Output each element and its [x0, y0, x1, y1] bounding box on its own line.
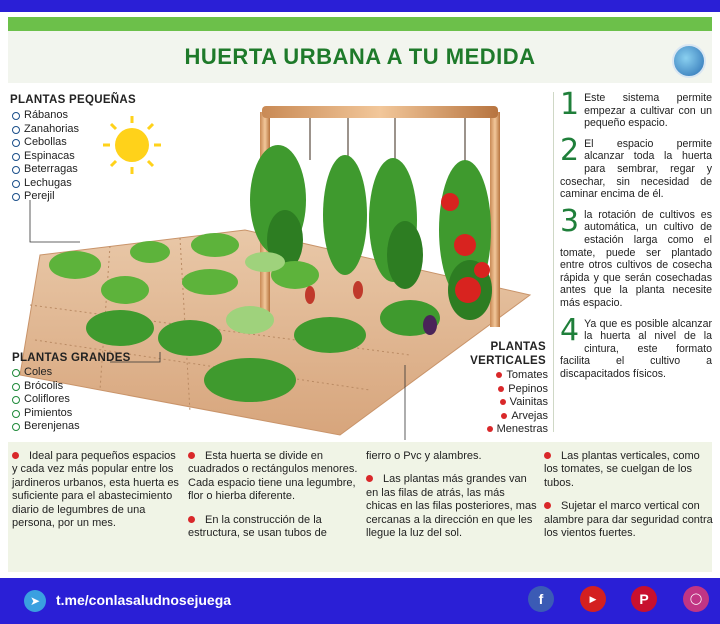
pinterest-icon[interactable]: P	[631, 586, 657, 612]
green-accent-bar	[8, 17, 712, 31]
steps-panel	[560, 87, 712, 388]
note: Las plantas más grandes van en las filas de atrás, las más chicas en las filas posteriores, mas cercanas a la dirección en que les llegue la luz del sol.	[366, 473, 537, 540]
list-item: Tomates	[470, 369, 548, 383]
list-item: Berenjenas	[12, 420, 80, 434]
divider	[553, 92, 554, 432]
notes-column-4	[544, 450, 714, 550]
bullet-icon	[544, 452, 551, 459]
step-number: 2	[560, 132, 580, 168]
list-item: Espinacas	[12, 150, 79, 164]
list-item: Cebollas	[12, 136, 79, 150]
page-title: HUERTA URBANA A TU MEDIDA	[184, 44, 536, 69]
bullet-icon	[188, 516, 195, 523]
garden-illustration	[10, 90, 550, 440]
step-text: la rotación de cultivos es automática, un cultivo de estación larga como el tomate, puede ser plantado entre otros cultivos de cosecha rápida y que serán cosechadas antes que la planta necesite más espacio.	[560, 208, 712, 309]
list-item: Perejil	[12, 190, 79, 204]
step-number: 4	[560, 312, 580, 348]
notes-column-3	[366, 450, 538, 550]
telegram-link[interactable]: t.me/conlasaludnosejuega	[56, 592, 232, 608]
list-item: Rábanos	[12, 109, 79, 123]
list-item: Coliflores	[12, 393, 80, 407]
note-continuation: fierro o Pvc y alambres.	[366, 450, 482, 462]
step-text: Este sistema permite empezar a cultivar con un pequeño espacio.	[584, 92, 712, 130]
vertical-plants-title	[466, 340, 546, 368]
vertical-plants-list	[470, 369, 548, 437]
globe-logo-icon	[672, 44, 706, 78]
list-item: Brócolis	[12, 380, 80, 394]
notes-column-2	[188, 450, 360, 550]
bullet-icon	[366, 475, 373, 482]
note: Esta huerta se divide en cuadrados o rectángulos menores. Cada espacio tiene una legumbre, flor o hierba diferente.	[188, 450, 358, 503]
big-plants-list	[12, 366, 80, 434]
step-3	[560, 203, 712, 310]
note: Las plantas verticales, como los tomates, se cuelgan de los tubos.	[544, 450, 700, 489]
list-item: Beterragas	[12, 163, 79, 177]
list-item: Zanahorias	[12, 123, 79, 137]
top-bar	[0, 0, 720, 12]
note: Ideal para pequeños espacios y cada vez más popular entre los jardineros urbanos, esta huerta es suficiente para el abastecimiento diario de legumbres de una persona, por un mes.	[12, 450, 179, 530]
note: Sujetar el marco vertical con alambre para dar seguridad contra los vientos fuertes.	[544, 500, 713, 540]
step-number: 1	[560, 87, 580, 122]
vertical-title-line2: VERTICALES	[470, 355, 546, 367]
big-plants-title: PLANTAS GRANDES	[12, 352, 131, 364]
facebook-icon[interactable]: f	[528, 586, 554, 612]
list-item: Arvejas	[470, 410, 548, 424]
list-item: Coles	[12, 366, 80, 380]
small-plants-list	[12, 109, 79, 204]
sun-icon	[103, 116, 161, 174]
step-text: El espacio permite alcanzar toda la huerta para sembrar, regar y cosechar, sin necesidad de caminar encima de él.	[560, 137, 712, 201]
bullet-icon	[188, 452, 195, 459]
telegram-icon[interactable]: ➤	[24, 590, 46, 612]
list-item: Pimientos	[12, 407, 80, 421]
step-2	[560, 132, 712, 201]
youtube-icon[interactable]: ▶	[580, 586, 606, 612]
step-text: Ya que es posible alcanzar la huerta al nivel de la cintura, este formato facilita el cultivo a discapacitados físicos.	[560, 317, 712, 380]
note: En la construcción de la estructura, se usan tubos de	[188, 513, 327, 540]
vertical-title-line1: PLANTAS	[490, 341, 546, 353]
notes-column-1	[12, 450, 182, 540]
list-item: Lechugas	[12, 177, 79, 191]
list-item: Vainitas	[470, 396, 548, 410]
step-1	[560, 87, 712, 130]
small-plants-title: PLANTAS PEQUEÑAS	[10, 94, 136, 106]
instagram-icon[interactable]: ◯	[683, 586, 709, 612]
bullet-icon	[544, 502, 551, 509]
list-item: Pepinos	[470, 383, 548, 397]
step-4	[560, 312, 712, 381]
list-item: Menestras	[470, 423, 548, 437]
step-number: 3	[560, 203, 580, 239]
bullet-icon	[12, 452, 19, 459]
